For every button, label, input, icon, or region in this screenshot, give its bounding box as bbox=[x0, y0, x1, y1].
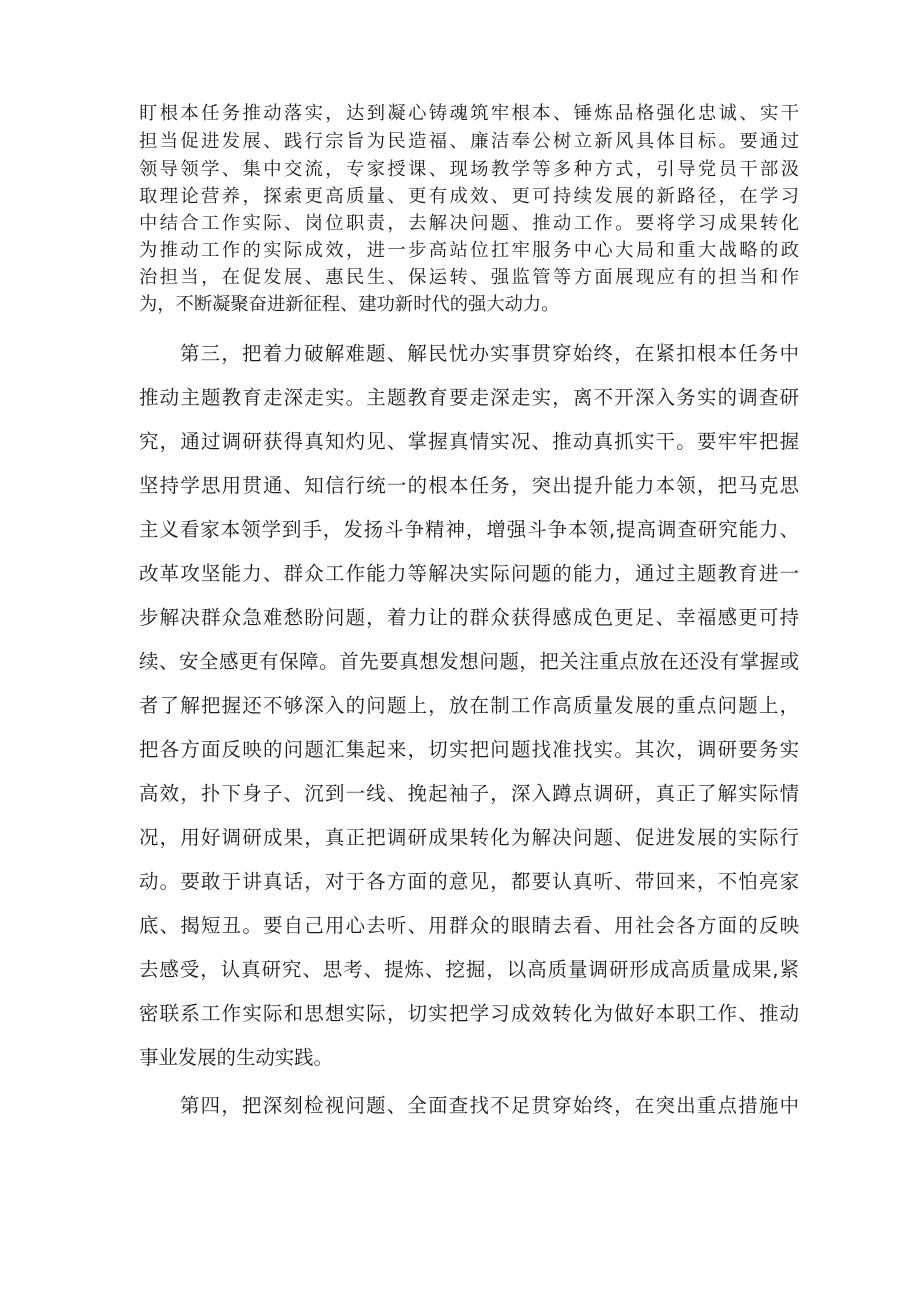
paragraph-line: 中结合工作实际、岗位职责，去解决问题、推动工作。要将学习成果转化 bbox=[139, 213, 799, 234]
paragraph-line: 事业发展的生动实践。 bbox=[139, 1046, 333, 1069]
paragraph-line: 究，通过调研获得真知灼见、掌握真情实况、推动真抓实干。要牢牢把握 bbox=[139, 430, 799, 453]
paragraph-line: 改革攻坚能力、群众工作能力等解决实际问题的能力，通过主题教育进一 bbox=[139, 562, 799, 585]
paragraph-line: 第四，把深刻检视问题、全面查找不足贯穿始终，在突出重点措施中 bbox=[180, 1094, 799, 1117]
paragraph-line: 取理论营养，探索更高质量、更有成效、更可持续发展的新路径，在学习 bbox=[139, 186, 799, 207]
paragraph-line: 续、安全感更有保障。首先要真想发想问题，把关注重点放在还没有掌握或 bbox=[139, 650, 799, 673]
paragraph-line: 底、揭短丑。要自己用心去听、用群众的眼睛去看、用社会各方面的反映 bbox=[139, 914, 799, 937]
paragraph-line: 为，不断凝聚奋进新征程、建功新时代的强大动力。 bbox=[139, 294, 560, 315]
paragraph-line: 去感受，认真研究、思考、提炼、挖掘，以高质量调研形成高质量成果,紧 bbox=[139, 958, 799, 981]
paragraph-line: 把各方面反映的问题汇集起来，切实把问题找准找实。其次，调研要务实 bbox=[139, 738, 799, 761]
paragraph-line: 盯根本任务推动落实，达到凝心铸魂筑牢根本、锤炼品格强化忠诚、实干 bbox=[139, 103, 799, 124]
paragraph-line: 者了解把握还不够深入的问题上，放在制工作高质量发展的重点问题上， bbox=[139, 694, 799, 717]
paragraph-line: 密联系工作实际和思想实际，切实把学习成效转化为做好本职工作、推动 bbox=[139, 1002, 799, 1025]
paragraph-line: 治担当，在促发展、惠民生、保运转、强监管等方面展现应有的担当和作 bbox=[139, 267, 799, 288]
paragraph-line: 步解决群众急难愁盼问题，着力让的群众获得感成色更足、幸福感更可持 bbox=[139, 606, 799, 629]
paragraph-line: 为推动工作的实际成效，进一步高站位扛牢服务中心大局和重大战略的政 bbox=[139, 240, 799, 261]
paragraph-line: 动。要敢于讲真话，对于各方面的意见，都要认真听、带回来，不怕亮家 bbox=[139, 870, 799, 893]
paragraph-line: 推动主题教育走深走实。主题教育要走深走实，离不开深入务实的调查研 bbox=[139, 386, 799, 409]
paragraph-line: 高效，扑下身子、沉到一线、挽起袖子，深入蹲点调研，真正了解实际情 bbox=[139, 782, 799, 805]
paragraph-line: 担当促进发展、践行宗旨为民造福、廉洁奉公树立新风具体目标。要通过 bbox=[139, 131, 799, 152]
paragraph-line: 第三，把着力破解难题、解民忧办实事贯穿始终，在紧扣根本任务中 bbox=[180, 342, 799, 365]
paragraph-line: 主义看家本领学到手，发扬斗争精神，增强斗争本领,提高调查研究能力、 bbox=[139, 518, 799, 541]
paragraph-line: 坚持学思用贯通、知信行统一的根本任务，突出提升能力本领，把马克思 bbox=[139, 474, 799, 497]
paragraph-line: 况，用好调研成果，真正把调研成果转化为解决问题、促进发展的实际行 bbox=[139, 826, 799, 849]
paragraph-line: 领导领学、集中交流，专家授课、现场教学等多种方式，引导党员干部汲 bbox=[139, 159, 799, 180]
